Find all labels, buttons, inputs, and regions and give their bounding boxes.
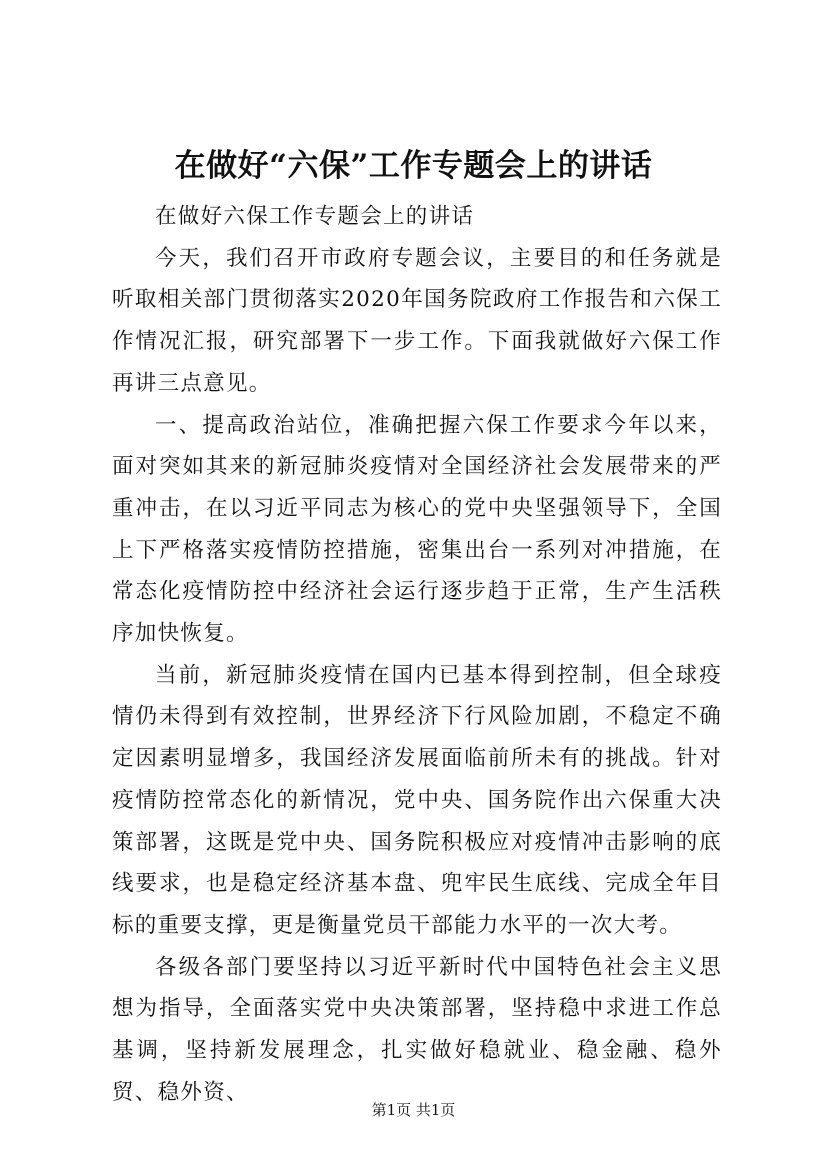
paragraph-4: 各级各部门要坚持以习近平新时代中国特色社会主义思想为指导，全面落实党中央决策部署，坚持稳中求进工作总基调，坚持新发展理念，扎实做好稳就业、稳金融、稳外贸、稳外资、: [112, 954, 722, 1105]
subtitle-paragraph: 在做好六保工作专题会上的讲话: [155, 204, 475, 229]
document-title: 在做好“六保”工作专题会上的讲话: [174, 148, 653, 184]
paragraph-3: 当前，新冠肺炎疫情在国内已基本得到控制，但全球疫情仍未得到有效控制，世界经济下行风险加剧，不稳定不确定因素明显增多，我国经济发展面临前所未有的挑战。针对疫情防控常态化的新情况，党中央、国务院作出六保重大决策部署，这既是党中央、国务院积极应对疫情冲击影响的底线要求，也是稳定经济基本盘、兜牢民生底线、完成全年目标的重要支撑，更是衡量党员干部能力水平的一次大考。: [112, 662, 722, 938]
paragraph-2: 一、提高政治站位，准确把握六保工作要求今年以来，面对突如其来的新冠肺炎疫情对全国经济社会发展带来的严重冲击，在以习近平同志为核心的党中央坚强领导下，全国上下严格落实疫情防控措施，密集出台一系列对冲措施，在常态化疫情防控中经济社会运行逐步趋于正常，生产生活秩序加快恢复。: [112, 412, 722, 647]
page-footer: 第1页 共1页: [371, 1101, 456, 1119]
document-body: [112, 196, 722, 1113]
paragraph-1: 今天，我们召开市政府专题会议，主要目的和任务就是听取相关部门贯彻落实2020年国务院政府工作报告和六保工作情况汇报，研究部署下一步工作。下面我就做好六保工作再讲三点意见。: [112, 245, 722, 396]
